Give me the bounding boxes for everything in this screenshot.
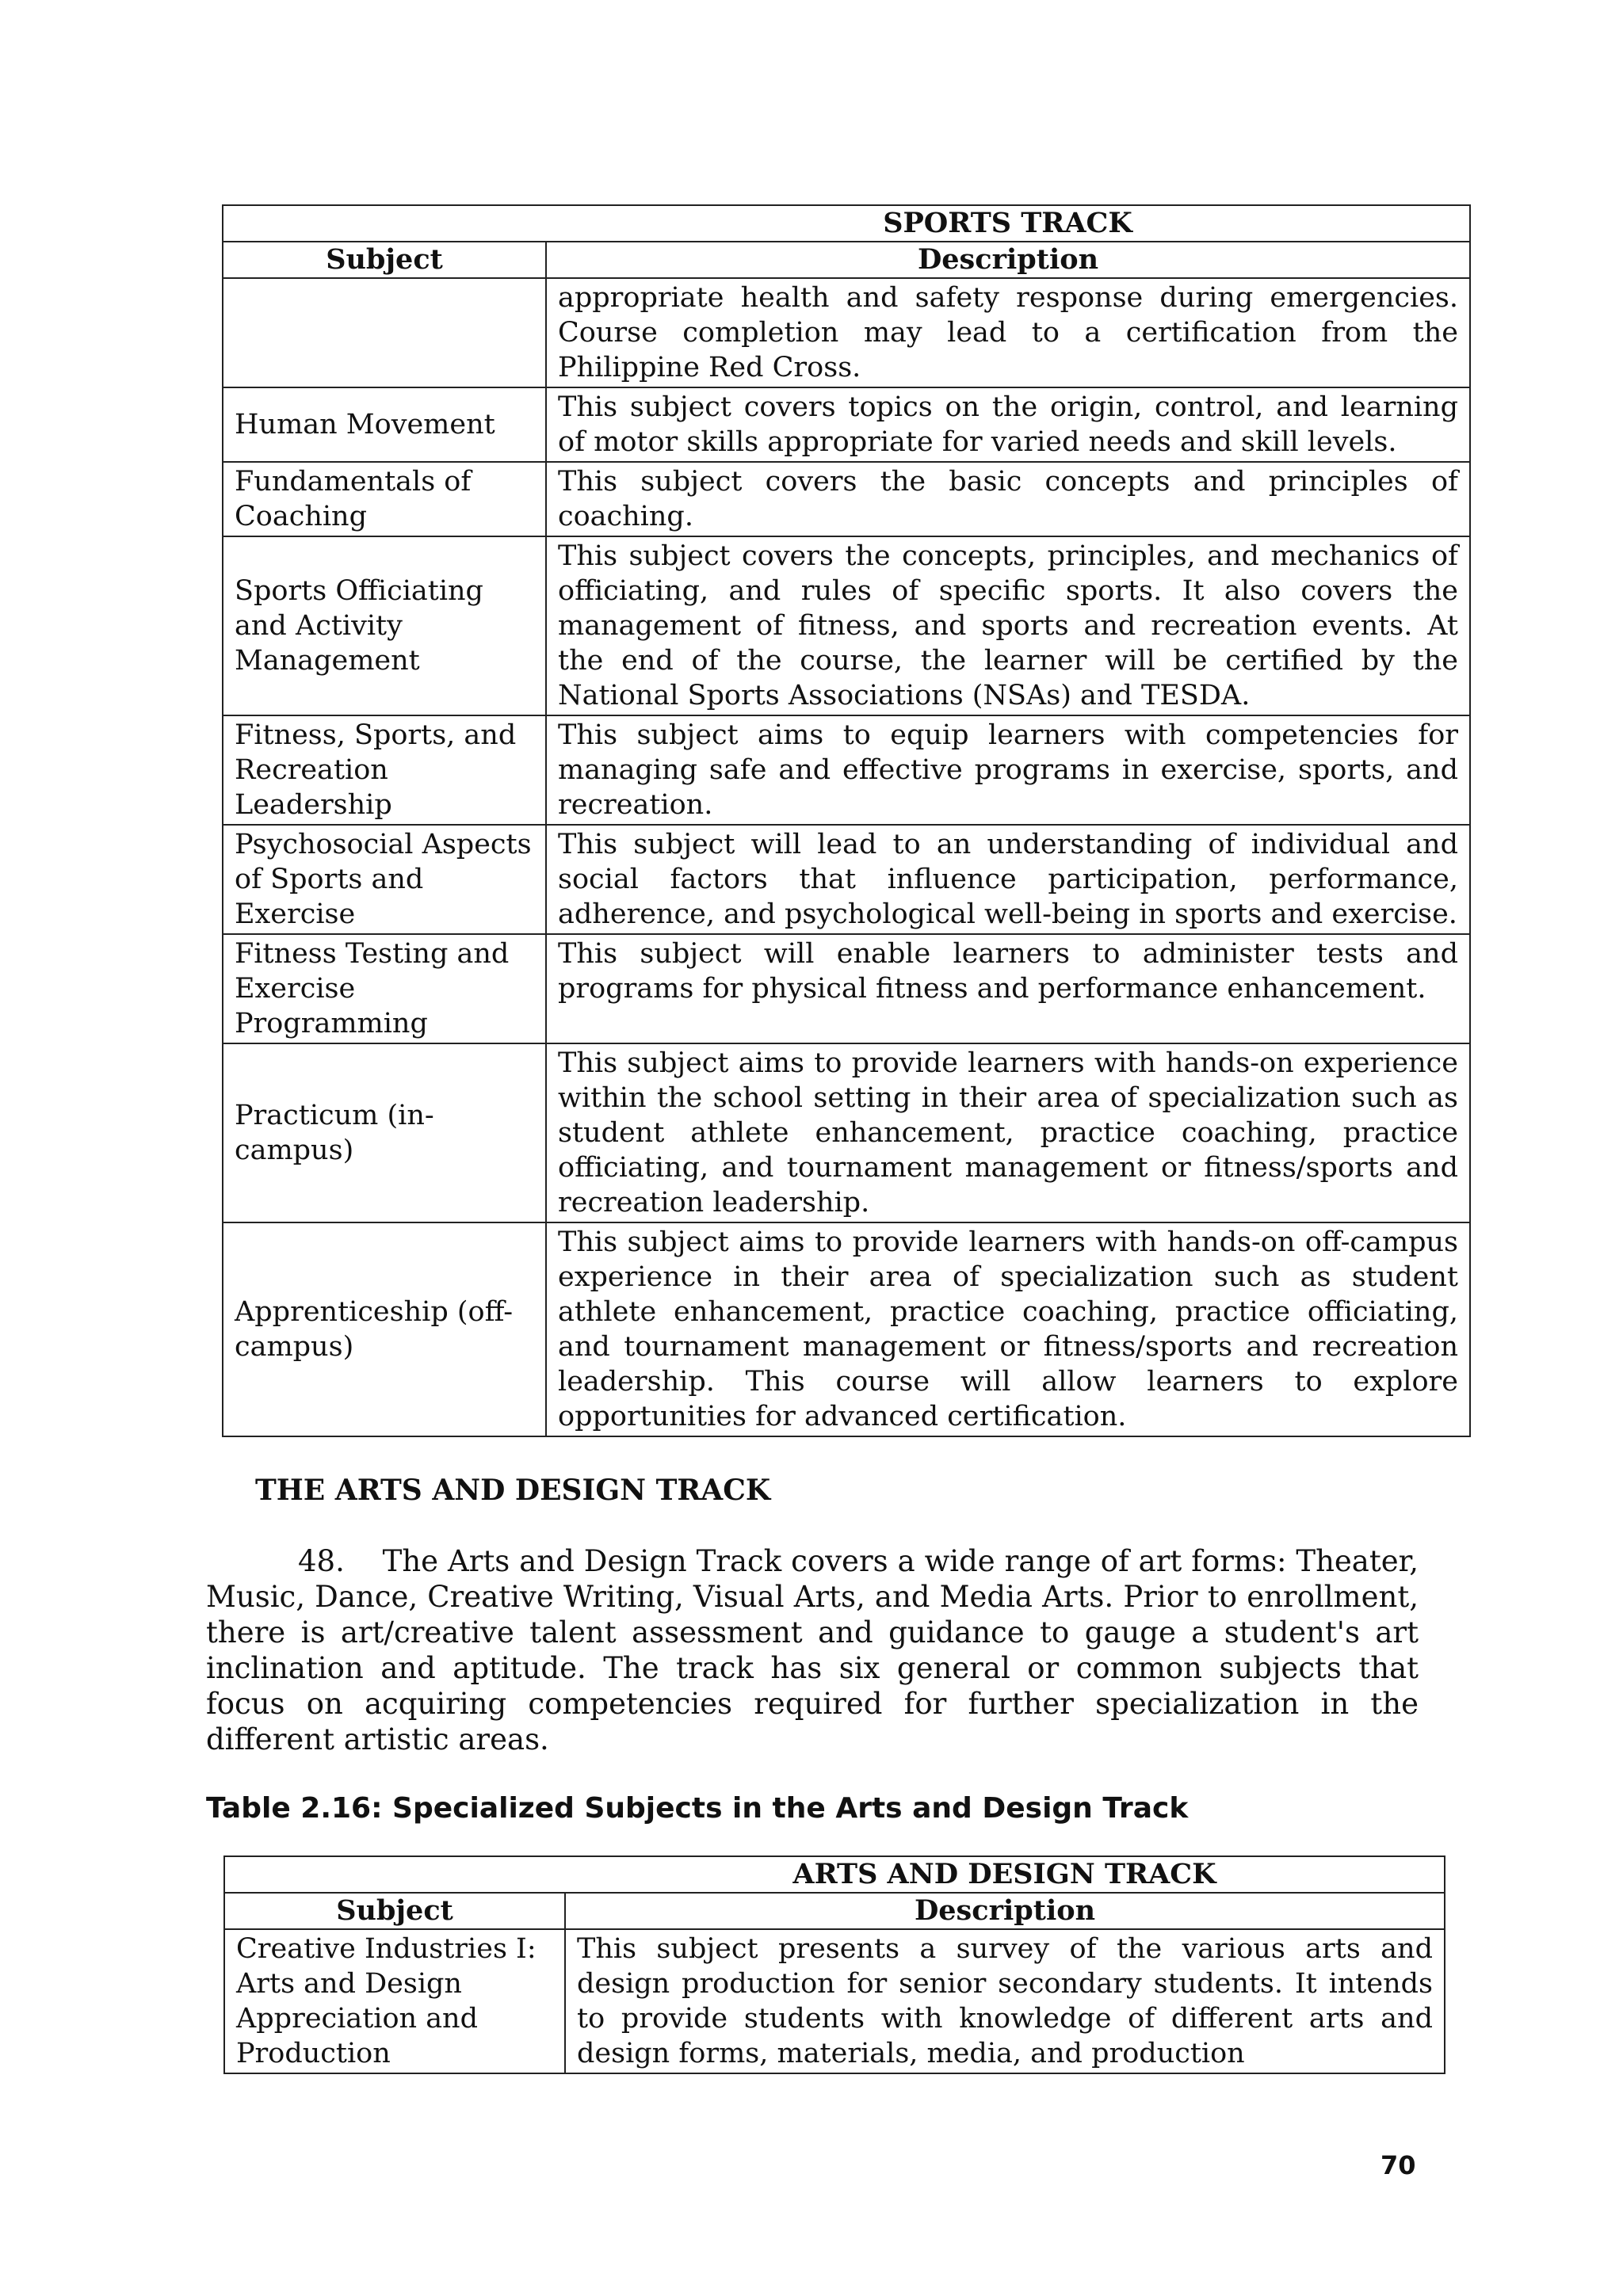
table-spacer [223, 205, 546, 242]
table-row [224, 1929, 1445, 2073]
table-caption: Table 2.16: Specialized Subjects in the Arts and Design Track [206, 1792, 1189, 1825]
description-cell: This subject aims to provide learners with hands-on off-campus experience in their area of specialization such as student athlete enhancement, practice coaching, practice officiating, and tournament management or fitness/sports and recreation leadership. This course will allow learners to explore opportunities for advanced certification. [546, 1222, 1470, 1436]
table-row [223, 1222, 1470, 1436]
description-cell: This subject aims to equip learners with competencies for managing safe and effective programs in exercise, sports, and recreation. [546, 715, 1470, 825]
subject-cell: Practicum (in-campus) [223, 1043, 546, 1222]
table-row [223, 715, 1470, 825]
arts-design-track-table [223, 1855, 1445, 2074]
sports-track-table [222, 204, 1471, 1437]
table-spacer [224, 1856, 565, 1893]
paragraph-text: The Arts and Design Track covers a wide range of art forms: Theater, Music, Dance, Creative Writing, Visual Arts, and Media Arts. Prior to enrollment, there is art/creative talent assessment and guidance to gauge a student's art inclination and aptitude. The track has six general or common subjects that focus on acquiring competencies required for further specialization in the different artistic areas. [206, 1544, 1419, 1756]
table-row [223, 536, 1470, 715]
subject-cell [223, 278, 546, 387]
description-cell: This subject covers the basic concepts and principles of coaching. [546, 462, 1470, 536]
subject-cell: Fitness Testing and Exercise Programming [223, 934, 546, 1043]
arts-table-title: ARTS AND DESIGN TRACK [565, 1856, 1445, 1893]
table-row [223, 1043, 1470, 1222]
page-number: 70 [1381, 2150, 1416, 2180]
description-column-header: Description [546, 242, 1470, 278]
description-cell: This subject covers the concepts, principles, and mechanics of officiating, and rules of specific sports. It also covers the management of fitness, and sports and recreation events. At the end of the course, the learner will be certified by the National Sports Associations (NSAs) and TESDA. [546, 536, 1470, 715]
subject-column-header: Subject [223, 242, 546, 278]
subject-cell: Fitness, Sports, and Recreation Leadership [223, 715, 546, 825]
body-paragraph [206, 1543, 1419, 1757]
subject-cell: Sports Officiating and Activity Management [223, 536, 546, 715]
table-row [223, 825, 1470, 934]
description-cell: This subject presents a survey of the various arts and design production for senior secondary students. It intends to provide students with knowledge of different arts and design forms, materials, media, and production [565, 1929, 1445, 2073]
table-row [223, 278, 1470, 387]
description-column-header: Description [565, 1893, 1445, 1929]
paragraph-number: 48. [298, 1544, 345, 1578]
table-row [223, 462, 1470, 536]
subject-cell: Apprenticeship (off-campus) [223, 1222, 546, 1436]
description-cell: This subject covers topics on the origin, control, and learning of motor skills appropriate for varied needs and skill levels. [546, 387, 1470, 462]
subject-column-header: Subject [224, 1893, 565, 1929]
description-cell: This subject aims to provide learners with hands-on experience within the school setting in their area of specialization such as student athlete enhancement, practice coaching, practice officiating, and tournament management or fitness/sports and recreation leadership. [546, 1043, 1470, 1222]
subject-cell: Creative Industries I: Arts and Design Appreciation and Production [224, 1929, 565, 2073]
subject-cell: Psychosocial Aspects of Sports and Exercise [223, 825, 546, 934]
subject-cell: Fundamentals of Coaching [223, 462, 546, 536]
description-cell: appropriate health and safety response during emergencies. Course completion may lead to a certification from the Philippine Red Cross. [546, 278, 1470, 387]
description-cell: This subject will enable learners to administer tests and programs for physical fitness and performance enhancement. [546, 934, 1470, 1043]
subject-cell: Human Movement [223, 387, 546, 462]
table-row [223, 387, 1470, 462]
description-cell: This subject will lead to an understanding of individual and social factors that influence participation, performance, adherence, and psychological well-being in sports and exercise. [546, 825, 1470, 934]
sports-table-title: SPORTS TRACK [546, 205, 1470, 242]
table-row [223, 934, 1470, 1043]
section-heading: THE ARTS AND DESIGN TRACK [255, 1474, 771, 1507]
